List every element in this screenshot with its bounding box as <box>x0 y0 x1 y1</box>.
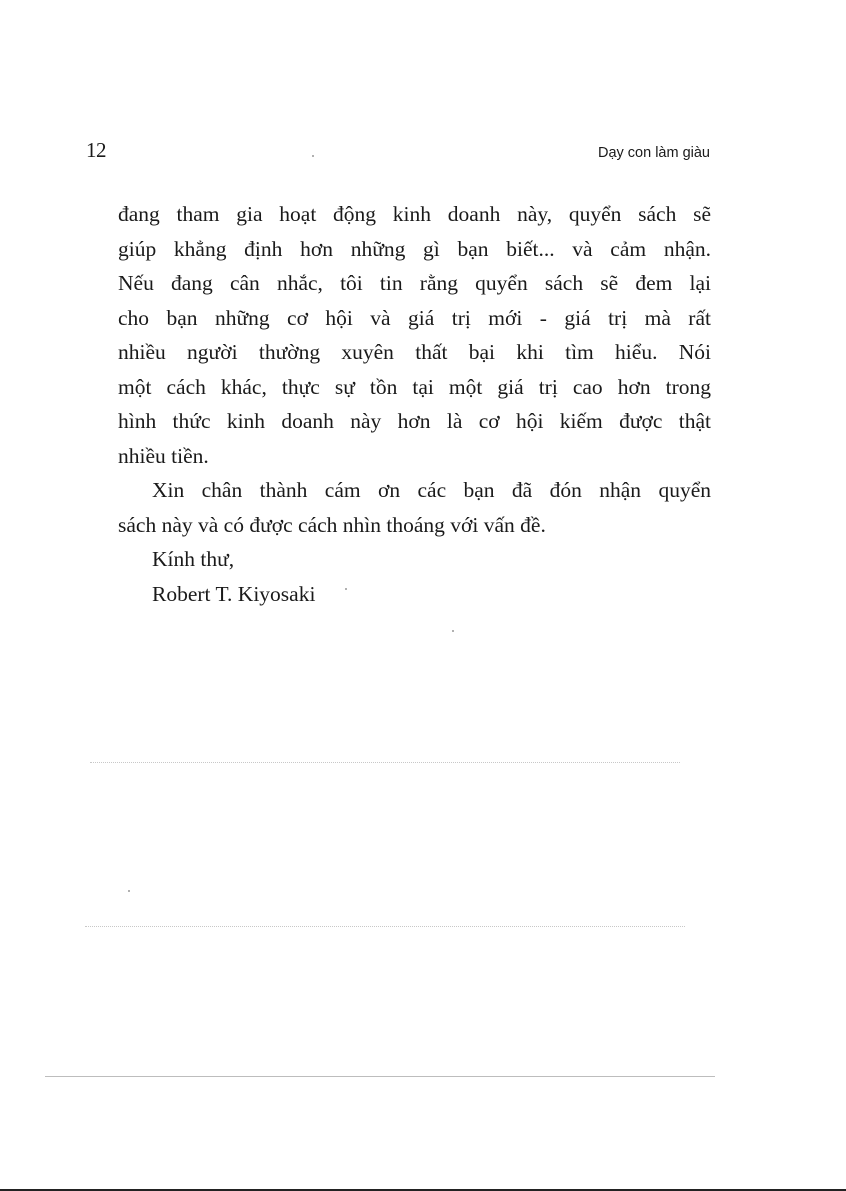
paragraph-1-line: Nếu đang cân nhắc, tôi tin rằng quyển sách sẽ đem lại <box>118 271 711 295</box>
scan-artifact-line <box>45 1076 715 1077</box>
paragraph-1-line: một cách khác, thực sự tồn tại một giá trị cao hơn trong <box>118 374 711 399</box>
paragraph-1-line: hình thức kinh doanh này hơn là cơ hội kiếm được thật <box>118 409 711 433</box>
scan-speck <box>345 588 347 590</box>
scan-artifact-line <box>90 762 680 763</box>
body-text <box>118 197 711 611</box>
paragraph-1-line: đang tham gia hoạt động kinh doanh này, quyển sách sẽ <box>118 202 711 226</box>
scan-artifact-line <box>85 926 685 927</box>
paragraph-1-line: nhiều người thường xuyên thất bại khi tìm hiểu. Nói <box>118 340 711 364</box>
paragraph-2-line: sách này và có được cách nhìn thoáng với vấn đề. <box>118 512 546 537</box>
running-header-title: Dạy con làm giàu <box>597 145 710 161</box>
paragraph-2-line: Xin chân thành cám ơn các bạn đã đón nhận quyển <box>152 478 711 502</box>
scan-speck <box>452 630 454 632</box>
scan-speck <box>128 890 130 892</box>
scan-speck <box>312 155 314 157</box>
paragraph-1-line: nhiều tiền. <box>118 443 209 468</box>
page-number: 12 <box>86 138 106 162</box>
closing-salutation: Kính thư, <box>152 547 235 571</box>
paragraph-1-line: cho bạn những cơ hội và giá trị mới - giá trị mà rất <box>118 305 711 330</box>
signature: Robert T. Kiyosaki <box>152 581 316 606</box>
paragraph-1-line: giúp khẳng định hơn những gì bạn biết... và cảm nhận. <box>118 236 711 261</box>
